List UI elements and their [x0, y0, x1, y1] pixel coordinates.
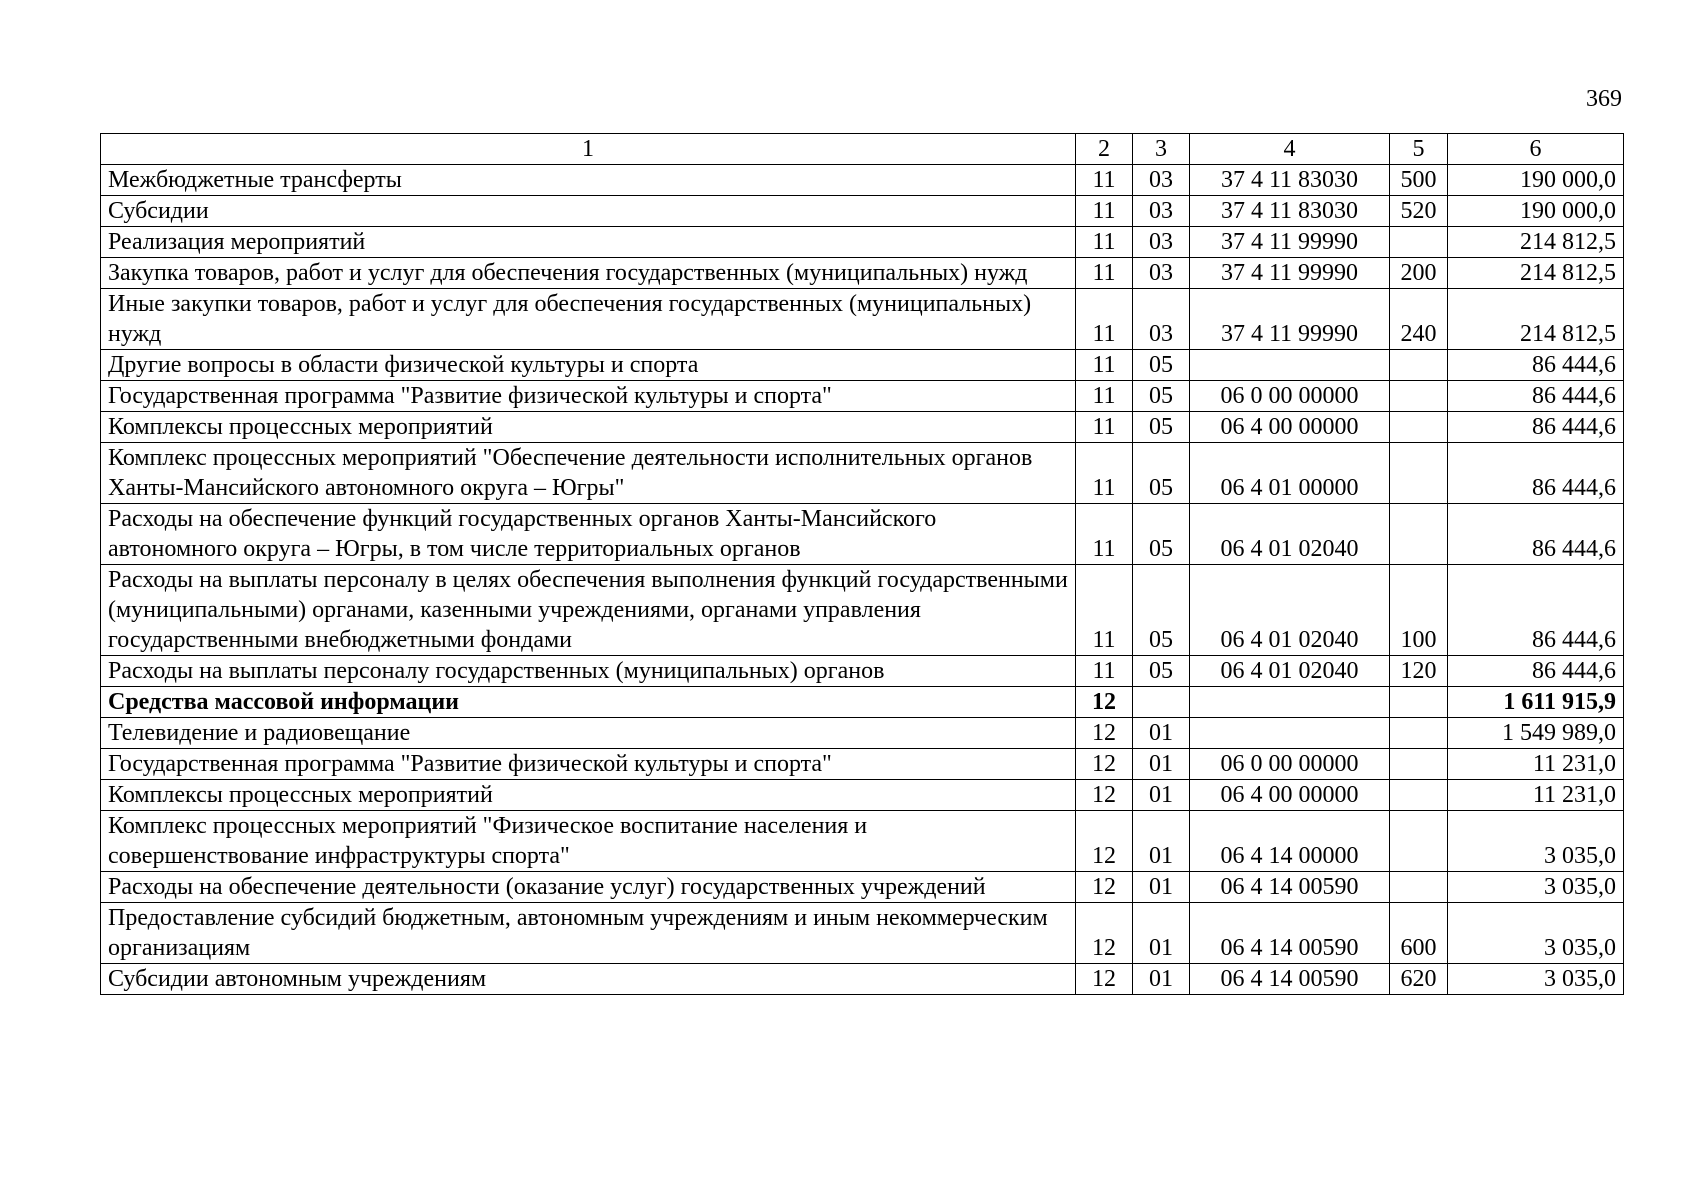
cell-expense-type: 240 [1390, 289, 1448, 350]
header-col-3: 3 [1133, 134, 1190, 165]
table-row [101, 412, 1624, 443]
cell-amount: 11 231,0 [1448, 749, 1624, 780]
cell-subsection: 03 [1133, 196, 1190, 227]
cell-name: Государственная программа "Развитие физической культуры и спорта" [101, 381, 1076, 412]
cell-section: 11 [1076, 165, 1133, 196]
cell-name: Расходы на выплаты персоналу государственных (муниципальных) органов [101, 656, 1076, 687]
cell-amount: 86 444,6 [1448, 504, 1624, 565]
cell-expense-type [1390, 811, 1448, 872]
cell-subsection: 03 [1133, 289, 1190, 350]
cell-section: 11 [1076, 196, 1133, 227]
cell-amount: 1 611 915,9 [1448, 687, 1624, 718]
cell-subsection: 05 [1133, 656, 1190, 687]
cell-amount: 86 444,6 [1448, 381, 1624, 412]
cell-amount: 3 035,0 [1448, 872, 1624, 903]
cell-name: Комплексы процессных мероприятий [101, 780, 1076, 811]
table-header [101, 134, 1624, 165]
cell-name: Субсидии автономным учреждениям [101, 964, 1076, 995]
table-row [101, 381, 1624, 412]
cell-amount: 3 035,0 [1448, 964, 1624, 995]
header-row [101, 134, 1624, 165]
cell-name: Другие вопросы в области физической культуры и спорта [101, 350, 1076, 381]
page-number: 369 [1586, 86, 1622, 112]
header-col-6: 6 [1448, 134, 1624, 165]
cell-subsection: 05 [1133, 412, 1190, 443]
cell-expense-type [1390, 687, 1448, 718]
cell-target-code [1190, 687, 1390, 718]
table-row [101, 443, 1624, 504]
cell-section: 11 [1076, 258, 1133, 289]
cell-amount: 3 035,0 [1448, 903, 1624, 964]
cell-target-code: 37 4 11 99990 [1190, 258, 1390, 289]
cell-expense-type: 200 [1390, 258, 1448, 289]
header-col-2: 2 [1076, 134, 1133, 165]
cell-amount: 214 812,5 [1448, 289, 1624, 350]
cell-name: Средства массовой информации [101, 687, 1076, 718]
cell-expense-type: 520 [1390, 196, 1448, 227]
cell-section: 12 [1076, 780, 1133, 811]
cell-target-code: 06 4 14 00590 [1190, 872, 1390, 903]
cell-amount: 86 444,6 [1448, 412, 1624, 443]
cell-amount: 3 035,0 [1448, 811, 1624, 872]
cell-target-code: 06 0 00 00000 [1190, 381, 1390, 412]
cell-name: Комплекс процессных мероприятий "Физическое воспитание населения и совершенствование инфраструктуры спорта" [101, 811, 1076, 872]
cell-target-code: 06 0 00 00000 [1190, 749, 1390, 780]
cell-expense-type [1390, 381, 1448, 412]
cell-amount: 11 231,0 [1448, 780, 1624, 811]
cell-name: Межбюджетные трансферты [101, 165, 1076, 196]
cell-target-code: 37 4 11 99990 [1190, 289, 1390, 350]
cell-amount: 86 444,6 [1448, 656, 1624, 687]
table-row [101, 872, 1624, 903]
header-col-1: 1 [101, 134, 1076, 165]
cell-name: Субсидии [101, 196, 1076, 227]
cell-section: 11 [1076, 227, 1133, 258]
cell-expense-type: 620 [1390, 964, 1448, 995]
cell-target-code: 06 4 01 02040 [1190, 565, 1390, 656]
cell-amount: 86 444,6 [1448, 350, 1624, 381]
cell-amount: 214 812,5 [1448, 227, 1624, 258]
cell-target-code: 06 4 01 00000 [1190, 443, 1390, 504]
cell-name: Расходы на обеспечение деятельности (оказание услуг) государственных учреждений [101, 872, 1076, 903]
cell-section: 12 [1076, 811, 1133, 872]
cell-section: 11 [1076, 443, 1133, 504]
table-row [101, 504, 1624, 565]
cell-amount: 190 000,0 [1448, 165, 1624, 196]
header-col-4: 4 [1190, 134, 1390, 165]
cell-subsection: 05 [1133, 381, 1190, 412]
cell-name: Иные закупки товаров, работ и услуг для обеспечения государственных (муниципальных) нужд [101, 289, 1076, 350]
cell-subsection: 01 [1133, 872, 1190, 903]
cell-section: 12 [1076, 872, 1133, 903]
table-row [101, 656, 1624, 687]
table-row [101, 964, 1624, 995]
cell-subsection [1133, 687, 1190, 718]
cell-target-code: 06 4 00 00000 [1190, 780, 1390, 811]
cell-target-code: 06 4 01 02040 [1190, 504, 1390, 565]
cell-target-code: 37 4 11 99990 [1190, 227, 1390, 258]
budget-table [100, 133, 1624, 995]
cell-section: 11 [1076, 412, 1133, 443]
table-row [101, 749, 1624, 780]
cell-target-code: 06 4 14 00590 [1190, 964, 1390, 995]
cell-section: 12 [1076, 903, 1133, 964]
table-row [101, 227, 1624, 258]
cell-name: Предоставление субсидий бюджетным, автономным учреждениям и иным некоммерческим организациям [101, 903, 1076, 964]
cell-target-code: 06 4 01 02040 [1190, 656, 1390, 687]
cell-name: Расходы на выплаты персоналу в целях обеспечения выполнения функций государственными (муниципальными) органами, казенными учреждениями, органами управления государственными внебюджетными фондами [101, 565, 1076, 656]
cell-section: 11 [1076, 381, 1133, 412]
cell-expense-type [1390, 443, 1448, 504]
table-row [101, 196, 1624, 227]
table-row [101, 718, 1624, 749]
cell-name: Закупка товаров, работ и услуг для обеспечения государственных (муниципальных) нужд [101, 258, 1076, 289]
cell-expense-type [1390, 718, 1448, 749]
table-row [101, 165, 1624, 196]
cell-section: 11 [1076, 350, 1133, 381]
table-row [101, 811, 1624, 872]
cell-name: Комплексы процессных мероприятий [101, 412, 1076, 443]
cell-subsection: 03 [1133, 165, 1190, 196]
cell-section: 11 [1076, 504, 1133, 565]
cell-subsection: 05 [1133, 443, 1190, 504]
cell-subsection: 01 [1133, 718, 1190, 749]
table-row [101, 903, 1624, 964]
cell-expense-type: 100 [1390, 565, 1448, 656]
cell-subsection: 05 [1133, 350, 1190, 381]
cell-expense-type [1390, 350, 1448, 381]
table-row [101, 687, 1624, 718]
cell-amount: 214 812,5 [1448, 258, 1624, 289]
cell-subsection: 01 [1133, 903, 1190, 964]
cell-expense-type: 500 [1390, 165, 1448, 196]
cell-subsection: 01 [1133, 780, 1190, 811]
cell-expense-type [1390, 504, 1448, 565]
cell-amount: 1 549 989,0 [1448, 718, 1624, 749]
cell-section: 12 [1076, 718, 1133, 749]
cell-amount: 86 444,6 [1448, 443, 1624, 504]
cell-subsection: 03 [1133, 258, 1190, 289]
table-row [101, 565, 1624, 656]
cell-target-code: 37 4 11 83030 [1190, 165, 1390, 196]
cell-section: 11 [1076, 565, 1133, 656]
cell-name: Расходы на обеспечение функций государственных органов Ханты-Мансийского автономного округа – Югры, в том числе территориальных органов [101, 504, 1076, 565]
cell-expense-type [1390, 780, 1448, 811]
table-row [101, 258, 1624, 289]
cell-section: 12 [1076, 687, 1133, 718]
cell-target-code: 06 4 14 00000 [1190, 811, 1390, 872]
cell-target-code: 06 4 00 00000 [1190, 412, 1390, 443]
cell-expense-type: 600 [1390, 903, 1448, 964]
cell-subsection: 05 [1133, 565, 1190, 656]
table-body [101, 165, 1624, 995]
cell-name: Государственная программа "Развитие физической культуры и спорта" [101, 749, 1076, 780]
cell-expense-type [1390, 749, 1448, 780]
cell-section: 12 [1076, 749, 1133, 780]
cell-section: 12 [1076, 964, 1133, 995]
cell-subsection: 05 [1133, 504, 1190, 565]
cell-name: Реализация мероприятий [101, 227, 1076, 258]
cell-amount: 190 000,0 [1448, 196, 1624, 227]
cell-subsection: 01 [1133, 811, 1190, 872]
cell-target-code: 37 4 11 83030 [1190, 196, 1390, 227]
cell-subsection: 01 [1133, 964, 1190, 995]
cell-section: 11 [1076, 289, 1133, 350]
cell-expense-type [1390, 412, 1448, 443]
cell-target-code: 06 4 14 00590 [1190, 903, 1390, 964]
cell-expense-type [1390, 227, 1448, 258]
table-row [101, 780, 1624, 811]
cell-name: Комплекс процессных мероприятий "Обеспечение деятельности исполнительных органов Ханты-Мансийского автономного округа – Югры" [101, 443, 1076, 504]
cell-target-code [1190, 350, 1390, 381]
table-row [101, 350, 1624, 381]
cell-expense-type [1390, 872, 1448, 903]
header-col-5: 5 [1390, 134, 1448, 165]
cell-section: 11 [1076, 656, 1133, 687]
cell-amount: 86 444,6 [1448, 565, 1624, 656]
cell-target-code [1190, 718, 1390, 749]
cell-expense-type: 120 [1390, 656, 1448, 687]
cell-subsection: 01 [1133, 749, 1190, 780]
table-row [101, 289, 1624, 350]
cell-subsection: 03 [1133, 227, 1190, 258]
cell-name: Телевидение и радиовещание [101, 718, 1076, 749]
